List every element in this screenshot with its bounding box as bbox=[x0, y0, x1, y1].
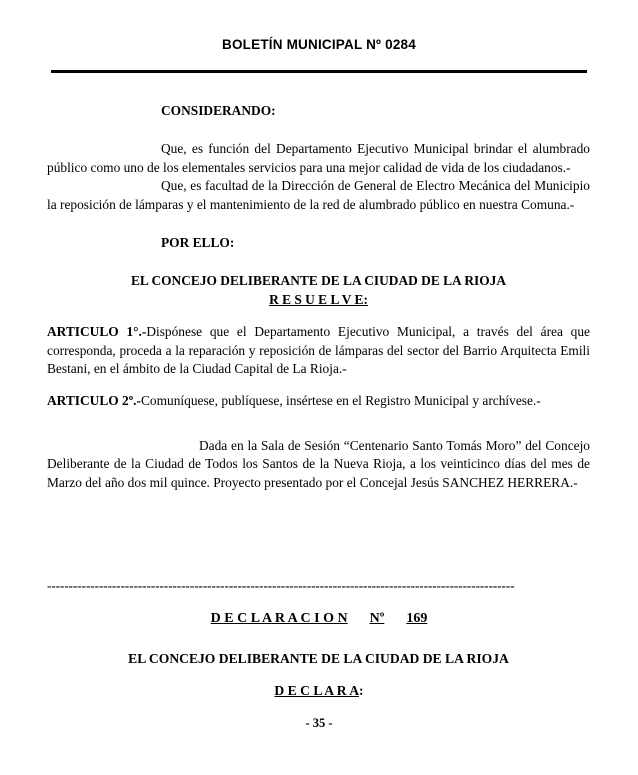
header-rule bbox=[51, 70, 587, 73]
por-ello-heading: POR ELLO: bbox=[161, 235, 235, 251]
concejo-heading: EL CONCEJO DELIBERANTE DE LA CIUDAD DE LA RIOJA bbox=[130, 273, 506, 289]
document-body bbox=[47, 102, 590, 492]
considerando-paragraph-2: Que, es facultad de la Dirección de General de Electro Mecánica del Municipio la reposición de lámparas y el mantenimiento de la red de alumbrado público en nuestra Comuna.- bbox=[47, 178, 590, 212]
articulo-2 bbox=[47, 392, 590, 410]
articulo-2-label: ARTICULO 2º.- bbox=[47, 393, 141, 409]
declara-word: D E C L A R A bbox=[274, 683, 360, 698]
considerando-paragraph-1: Que, es función del Departamento Ejecutivo Municipal brindar el alumbrado público como uno de los elementales servicios para una mejor calidad de vida de los ciudadanos.- bbox=[47, 141, 590, 175]
declara-colon: : bbox=[359, 683, 364, 698]
resuelve-heading: R E S U E L V E: bbox=[269, 291, 368, 307]
declaracion-concejo-heading: EL CONCEJO DELIBERANTE DE LA CIUDAD DE LA RIOJA bbox=[128, 651, 509, 666]
considerando-heading: CONSIDERANDO: bbox=[161, 103, 276, 118]
declaracion-number: 169 bbox=[406, 611, 428, 626]
declaracion-word: D E C L A R A C I O N bbox=[210, 611, 348, 626]
articulo-1 bbox=[47, 323, 590, 378]
declara-heading bbox=[0, 683, 638, 699]
bulletin-header-title: BOLETÍN MUNICIPAL Nº 0284 bbox=[222, 37, 416, 52]
section-separator: ------------------------------------------------------------------------------------------------------------ bbox=[47, 578, 515, 593]
articulo-1-label: ARTICULO 1°.- bbox=[47, 324, 147, 340]
declaracion-title bbox=[0, 611, 638, 627]
page-number: - 35 - bbox=[305, 716, 333, 730]
articulo-2-text: Comuníquese, publíquese, insértese en el Registro Municipal y archívese.- bbox=[140, 393, 541, 409]
dada-paragraph: Dada en la Sala de Sesión “Centenario Santo Tomás Moro” del Concejo Deliberante de la Ciudad de Todos los Santos de la Nueva Rioja, a los veinticinco días del mes de Marzo del año dos mil quince. Proyecto presentado por el Concejal Jesús SANCHEZ HERRERA.- bbox=[47, 437, 590, 490]
articulo-1-text: Dispónese que el Departamento Ejecutivo Municipal, a través del área que corresponda, proceda a la reparación y reposición de lámparas del sector del Barrio Arquitecta Emili Bestani, en el ámbito de la Ciudad Capital de La Rioja.- bbox=[47, 324, 590, 377]
declaracion-no-label: Nº bbox=[369, 611, 385, 626]
